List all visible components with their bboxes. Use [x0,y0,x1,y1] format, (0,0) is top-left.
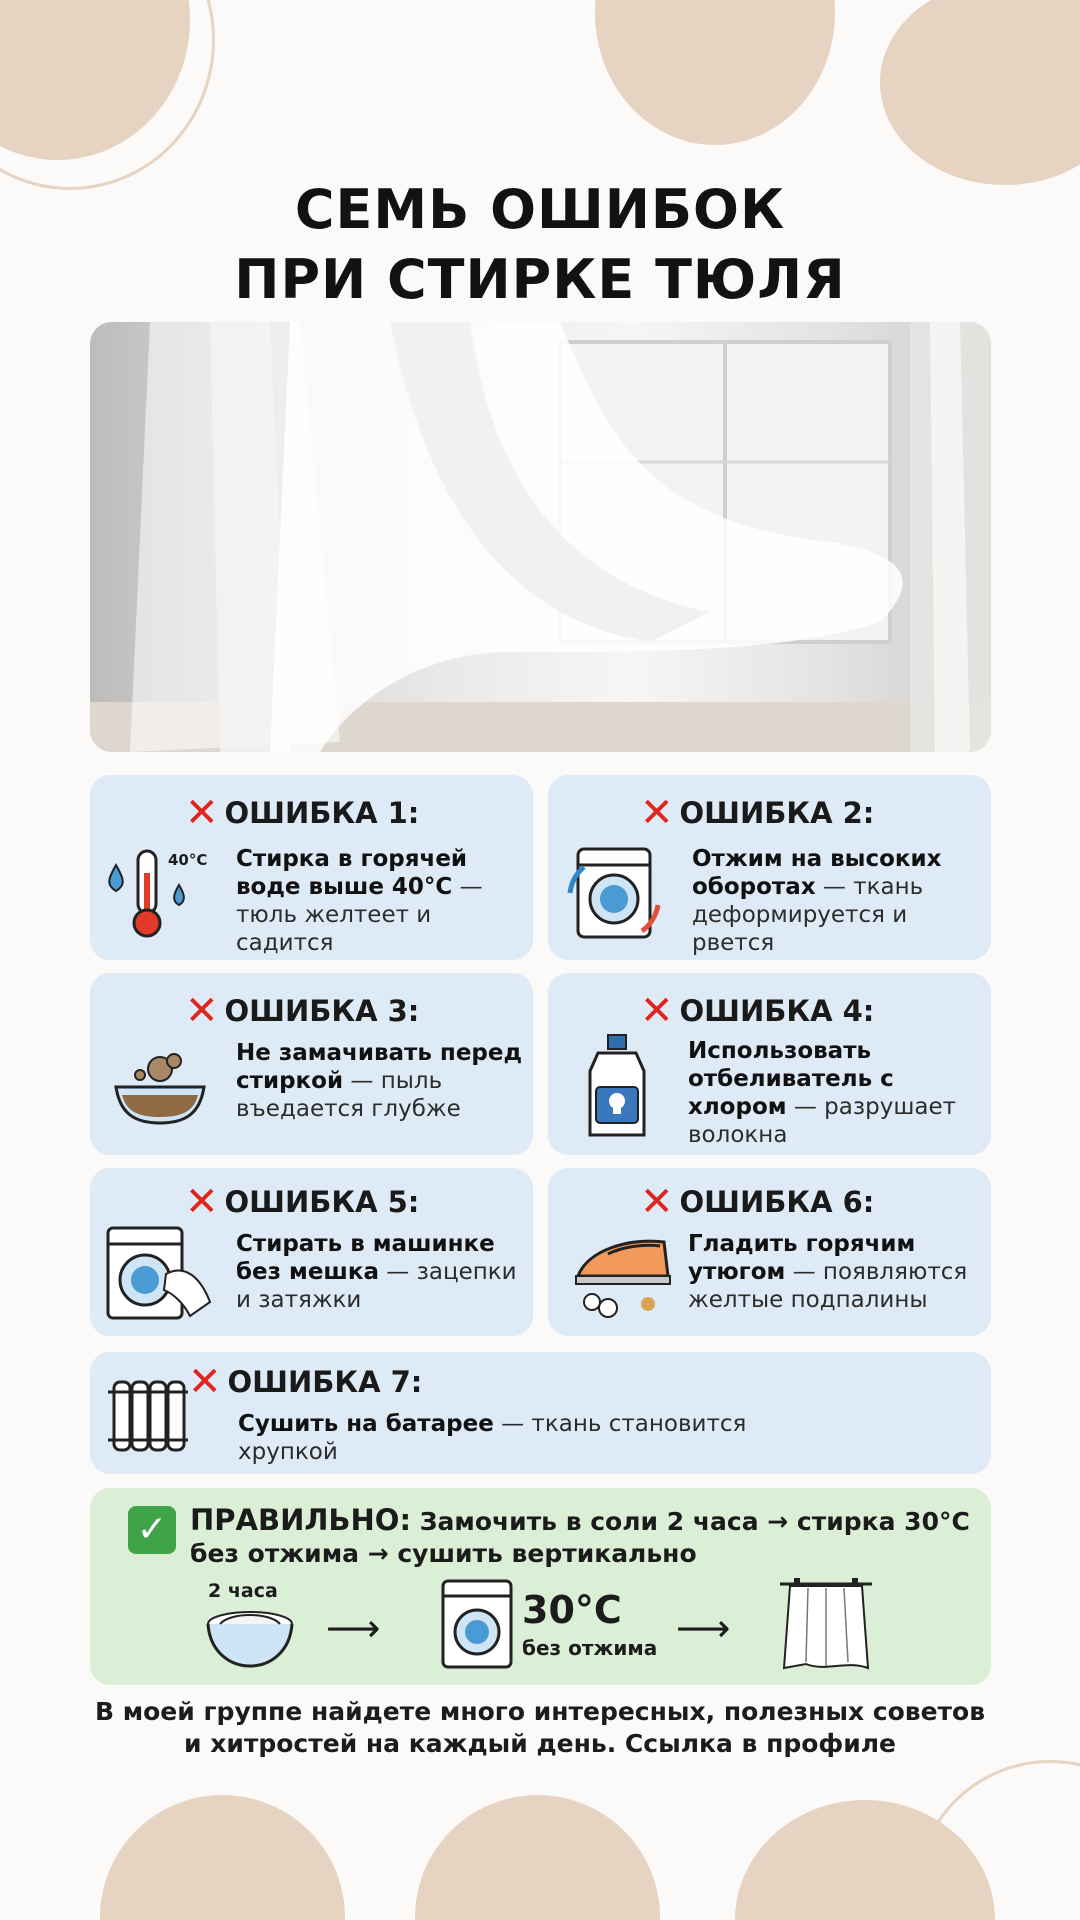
mistake-text-1: Стирка в горячей воде выше 40°С — тюль желтеет и садится [236,846,483,956]
footer-line-1: В моей группе найдете много интересных, полезных советов [94,1697,986,1726]
cross-icon: ✕ [640,1179,674,1225]
mistake-text-6: Гладить горячим утюгом — появляются желтые подпалины [688,1231,968,1313]
washing-machine-30-icon [440,1578,514,1670]
mistake-text-4: Использовать отбеливатель с хлором — разрушает волокна [688,1038,957,1148]
cross-icon: ✕ [640,988,674,1034]
mistake-card-2 [548,775,991,960]
mistake-card-1 [90,775,533,960]
cross-icon: ✕ [185,1179,219,1225]
mistake-text-3: Не замачивать перед стиркой — пыль въедается глубже [236,1040,523,1122]
salt-bowl-icon [200,1606,300,1670]
step2-note: без отжима [522,1636,658,1660]
check-icon: ✓ [128,1506,176,1554]
correct-method-text [190,1504,970,1570]
mistake-card-7 [90,1352,991,1474]
mistake-card-6 [548,1168,991,1336]
mistake-heading-3: ✕ ОШИБКА 3: [185,988,420,1034]
correct-method-card [90,1488,991,1685]
cross-icon: ✕ [185,790,219,836]
cross-icon: ✕ [185,988,219,1034]
mistake-heading-4: ✕ ОШИБКА 4: [640,988,875,1034]
mistake-heading-2: ✕ ОШИБКА 2: [640,790,875,836]
mistake-text-5: Стирать в машинке без мешка — зацепки и затяжки [236,1231,517,1313]
mistake-heading-6: ✕ ОШИБКА 6: [640,1179,875,1225]
arrow-2: ⟶ [676,1606,731,1650]
decor-circle-top-right [880,0,1080,185]
washing-machine-tulle-icon [104,1224,214,1324]
page-title [0,175,1080,315]
decor-ring-top-left [0,0,215,190]
tulle-curtain-illustration [90,322,991,752]
decor-ring-bottom-right [915,1760,1080,1920]
title-line-2: ПРИ СТИРКЕ ТЮЛЯ [234,248,846,311]
temperature-label: 40°С [168,851,208,869]
step2-temp: 30°С [522,1588,622,1632]
mistake-heading-1: ✕ ОШИБКА 1: [185,790,420,836]
mistake-card-3 [90,973,533,1155]
arrow-1: ⟶ [326,1606,381,1650]
radiator-icon [108,1376,188,1456]
footer-note [0,1696,1080,1760]
mistake-text-7: Сушить на батарее — ткань становится хрупкой [238,1411,747,1465]
iron-icon [568,1224,678,1324]
correct-line-1: Замочить в соли 2 часа → стирка 30°С [411,1507,970,1536]
bleach-bottle-icon [582,1031,652,1141]
mistake-text-2: Отжим на высоких оборотах — ткань деформируется и рвется [692,846,942,956]
footer-line-2: и хитростей на каждый день. Ссылка в профиле [184,1729,896,1758]
mistake-heading-5: ✕ ОШИБКА 5: [185,1179,420,1225]
decor-circle-bottom-center [415,1795,660,1920]
title-line-1: СЕМЬ ОШИБОК [294,178,786,241]
mistake-heading-7: ✕ ОШИБКА 7: [188,1359,423,1405]
mistake-card-5 [90,1168,533,1336]
tulle-photo [90,322,991,752]
washing-machine-spin-icon [564,843,664,943]
decor-circle-top-center [595,0,835,145]
cross-icon: ✕ [188,1359,222,1405]
cross-icon: ✕ [640,790,674,836]
mistake-card-4 [548,973,991,1155]
step1-label: 2 часа [208,1580,278,1602]
soaking-basin-icon [110,1039,210,1139]
hanging-curtain-icon [776,1574,876,1674]
correct-line-2: без отжима → сушить вертикально [190,1539,697,1568]
correct-label: ПРАВИЛЬНО: [190,1503,412,1537]
decor-circle-bottom-left [100,1795,345,1920]
